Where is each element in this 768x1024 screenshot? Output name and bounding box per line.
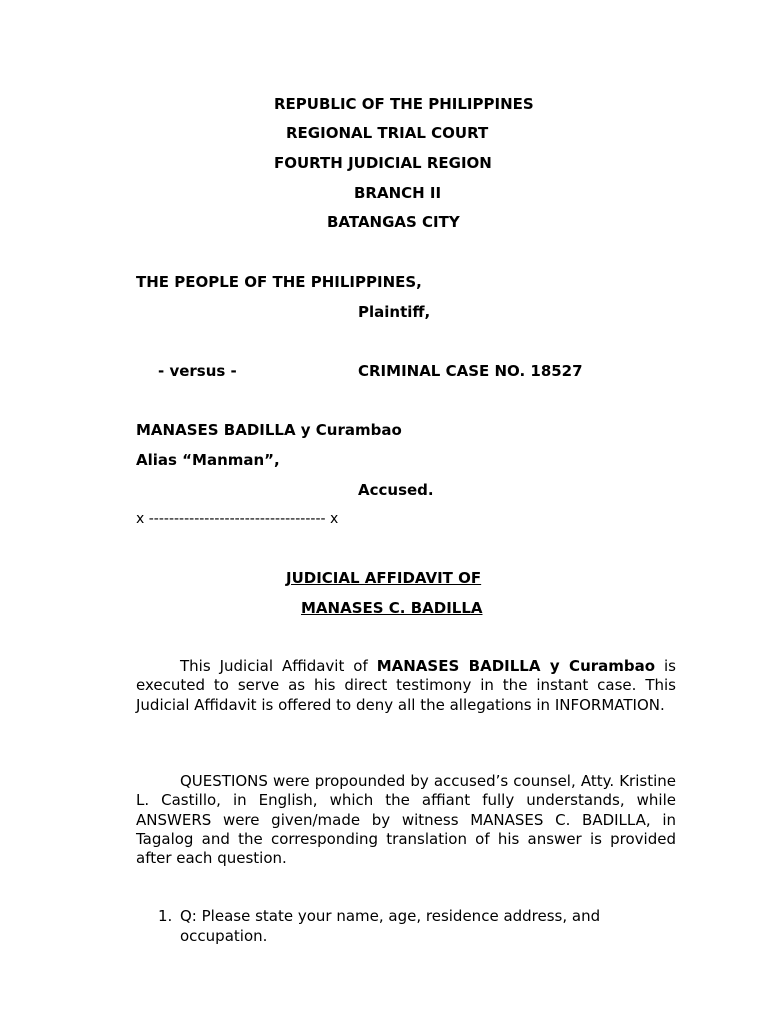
header-city: BATANGAS CITY bbox=[327, 213, 460, 231]
paragraph-intro-bold: MANASES BADILLA y Curambao bbox=[376, 657, 656, 675]
header-branch: BRANCH II bbox=[354, 184, 442, 202]
title-line-2: MANASES C. BADILLA bbox=[301, 599, 483, 617]
title-line-1: JUDICIAL AFFIDAVIT OF bbox=[286, 569, 482, 587]
question-text: Q: Please state your name, age, residence address, and occupation. bbox=[180, 907, 601, 945]
case-number: CRIMINAL CASE NO. 18527 bbox=[358, 362, 583, 380]
question-number: 1. bbox=[158, 907, 173, 925]
paragraph-intro-text-a: This Judicial Affidavit of bbox=[180, 657, 377, 675]
paragraph-intro bbox=[136, 657, 676, 715]
plaintiff-role: Plaintiff, bbox=[358, 303, 431, 321]
list-item bbox=[160, 906, 680, 946]
header-court: REGIONAL TRIAL COURT bbox=[286, 124, 489, 142]
paragraph-intro-text-b: is executed to serve as his direct testimony in the instant case. This Judicial Affidavit is offered to deny all the allegations in INFORMATION. bbox=[136, 657, 676, 714]
versus-label: - versus - bbox=[158, 362, 237, 380]
plaintiff-name: THE PEOPLE OF THE PHILIPPINES, bbox=[136, 273, 422, 291]
accused-role: Accused. bbox=[358, 481, 434, 499]
paragraph-questions bbox=[136, 772, 676, 868]
header-republic: REPUBLIC OF THE PHILIPPINES bbox=[274, 95, 534, 113]
paragraph-questions-text: QUESTIONS were propounded by accused’s counsel, Atty. Kristine L. Castillo, in English, which the affiant fully understands, while ANSWERS were given/made by witness MANASES C. BADILLA, in Tagalog and the corresponding translation of his answer is provided after each question. bbox=[136, 772, 676, 868]
header-region: FOURTH JUDICIAL REGION bbox=[274, 154, 492, 172]
caption-separator: x ----------------------------------- x bbox=[136, 511, 339, 527]
accused-alias: Alias “Manman”, bbox=[136, 451, 280, 469]
accused-name: MANASES BADILLA y Curambao bbox=[136, 421, 402, 439]
